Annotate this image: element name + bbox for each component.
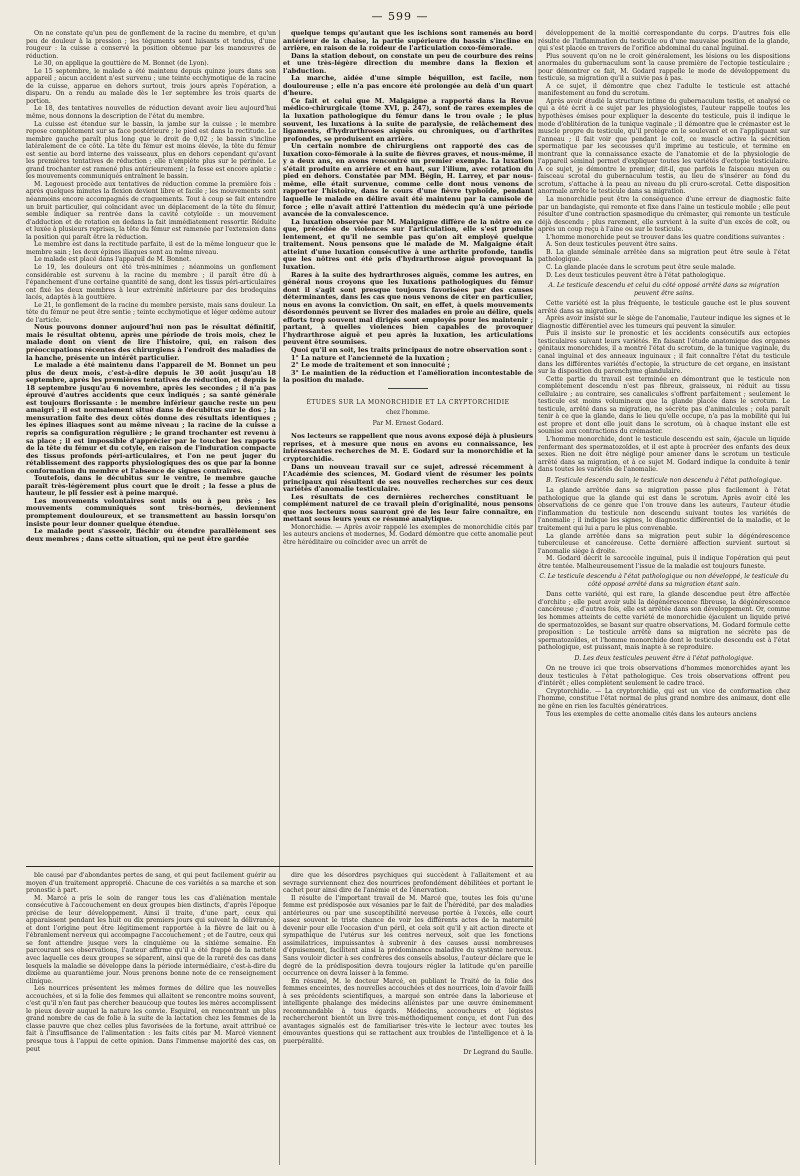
left-paragraph: Le 18, des tentatives nouvelles de réduction devant avoir lieu aujourd'hui même, nous donnons la description de l'état du membre. xyxy=(26,105,276,121)
bottom-left-paragraph: ble causé par d'abondantes pertes de sang, et qui peut facilement guérir au moyen d'un traitement approprié. Chacune de ces variétés a sa marche et son pronostic à part. xyxy=(26,872,276,895)
left-paragraph: Le membre est dans la rectitude parfaite, il est de la même longueur que le membre sain ; les deux épines iliaques sont au même niveau. xyxy=(26,241,276,256)
right-list-item: A. Son deux testicules peuvent être sains. xyxy=(546,241,678,249)
mid-paragraph-bold: Ce fait et celui que M. Malgaigne a rapporté dans la Revue médico-chirurgicale (tome XVI, p. 247), sont de rares exemples de la luxation pathologique du fémur dans le trou ovale ; le plus souvent, les luxations à la suite de paralysie, de relâchement des ligaments, d'hydrarthroses aiguës ou chroniques, ou d'arthrites profondes, se produisent en arrière. xyxy=(283,96,533,143)
bottom-mid-paragraph: En résumé, M. le docteur Marcé, en publiant le Traité de la folie des femmes enceintes, des nouvelles accouchées et des nourrices, loin d'avoir failli à ses précédents scientifiques, a marqué son entrée dans la laborieuse et intelligente phalange des médecins aliénistes par une œuvre éminemment recommandable à tous égards. Médecins, accoucheurs et légistes rechercheront bientôt un livre très-méthodiquement conçu, et dont l'un des avantages signalés est de familiariser très-vite le lecteur avec toutes les émouvantes questions qui se rattachent aux troubles de l'intelligence et à la puerpéralité. xyxy=(283,977,533,1046)
mid-list-item: 2° Le mode de traitement et son innocuité ; xyxy=(291,361,450,370)
right-paragraph: Puis il insiste sur le pronostic et les accidents consécutifs aux ectopies testiculaires suivant leurs variétés. En faisant l'étude anatomique des organes génitaux monorchides, il a montré l'état du scrotum, de la tunique vaginale, du canal inguinal et des anneaux inguinaux ; il fait connaître l'état du testicule dans les différentes variétés d'ectopie, la structure de cet organe, en insistant sur la disposition du parenchyme glandulaire. xyxy=(538,330,790,376)
mid-paragraph-bold: Un certain nombre de chirurgiens ont rapporté des cas de luxation coxo-fémorale à la suite de fièvres graves, et nous-même, il y a deux ans, en avons rencontré un premier exemple. La luxation s'était produite en arrière et en haut, sur l'ilium, avec rotation du pied en dehors. Constatée par MM. Bégin, H. Larrey, et par nous-même, elle était survenue, comme celle dont nous venons de rapporter l'histoire, dans le cours d'une fièvre typhoïde, pendant laquelle le malade en délire avait été maintenu par la camisole de force ; elle n'avait attiré l'attention du médecin qu'à une période avancée de la convalescence. xyxy=(283,142,533,219)
right-paragraph: On ne trouve ici que trois observations d'hommes monorchides ayant les deux testicules à l'état pathologique. Ces trois observations offrent peu d'intérêt ; elles complètent seulement le cadre tracé. xyxy=(538,665,790,688)
mid-paragraph-bold: La marche, aidée d'une simple béquillon, est facile, non douloureuse ; elle n'a pas encore été prolongée au delà d'un quart d'heure. xyxy=(283,74,533,98)
subheading-a: A. Le testicule descendu et celui du côté opposé arrêté dans sa migration peuvent être sains. xyxy=(548,282,780,297)
left-paragraph: On ne constate qu'un peu de gonflement de la racine du membre, et qu'un peu de douleur à la pression ; les téguments sont luisants et tendus, d'une rougeur : la cuisse a conservé la position obtenue par les manœuvres de réduction. xyxy=(26,30,276,60)
mid-paragraph-bold: Dans la station debout, on constate un peu de courbure des reins et une très-légère direction du membre dans la flexion et l'abduction. xyxy=(283,51,533,75)
right-list-item: B. La glande séminale arrêtée dans sa migration peut être seule à l'état pathologique. xyxy=(538,248,790,264)
article-author: Par M. Ernest Godard. xyxy=(372,419,444,427)
column-rule-right xyxy=(535,30,536,1165)
bottom-mid-paragraph: Il résulte de l'important travail de M. Marcé que, toutes les fois qu'une femme est prédisposée aux vésanies par le fait de l'hérédité, par des maladies antérieures ou par une susceptibilité nerveuse portée à l'excès, elle court assez souvent le triste chance de voir les différents actes de la maternité devenir pour elle l'occasion d'un péril, et cela soit qu'il y ait action directe et sympathique de l'utérus sur les centres nerveux, soit que les fonctions assimilatrices, impuissantes à subvenir à des causes aussi nombreuses d'épuisement, facilitent ainsi la prédominance maladive du système nerveux. Sans vouloir dicter à ses confrères des conseils absolus, l'auteur déclare que le degré de la prédisposition devra toujours régler la latitude qu'en pareille occurrence on devra laisser à la femme. xyxy=(283,894,533,978)
left-paragraph: M. Legouest procède aux tentatives de réduction comme la première fois : après quelques minutes la flexion devient libre et facile ; les mouvements sont néanmoins encore accompagnés de craquements. Tout à coup se fait entendre un bruit particulier, qui coïncidant avec un déplacement de la tête du fémur, semble indiquer sa rentrée dans la cavité cotyloïde : un mouvement d'adduction et de rotation en dedans la fait immédiatement ressortir. Réduite et luxée à plusieurs reprises, la tête du fémur est ramenée par l'extension dans la position qui paraît être la réduction. xyxy=(26,180,276,241)
bottom-left-paragraph: M. Marcé a pris le soin de ranger tous les cas d'aliénation mentale consécutive à l'accouchement en deux groupes bien distincts, d'après l'époque précise de leur développement. Ainsi il traite, d'une part, ceux qui apparaissent pendant les huit ou dix premiers jours qui suivent la délivrance, et dont l'origine peut être légitimement rapportée à la fièvre de lait ou à l'ébranlement nerveux qui accompagne l'accouchement ; et de l'autre, ceux qui se font attendre jusque vers la cinquième ou la sixième semaine. En parcourant ses observations, l'auteur affirme qu'il a été frappé de la netteté avec laquelle ces deux groupes se séparent, ainsi que de la rareté des cas dans lesquels la maladie se développe dans la période intermédiaire, c'est-à-dire du dixième au quarantième jour. Nous prenons bonne note de ce renseignement clinique. xyxy=(26,894,276,985)
right-paragraph: développement de la moitié correspondante du corps. D'autres fois elle résulte de l'inflammation du testicule ou d'une mauvaise position de la glande, qui s'est placée en travers de l'orifice abdominal du canal inguinal. xyxy=(538,30,790,53)
right-list-item: C. La glande placée dans le scrotum peut être seule malade. xyxy=(546,263,736,271)
subheading-b: B. Testicule descendu sain, le testicule non descendu à l'état pathologique. xyxy=(546,476,782,484)
bottom-middle-column xyxy=(283,872,533,1162)
left-column xyxy=(26,30,276,866)
mid-paragraph-bold: Les résultats de ces dernières recherches constituant le complément naturel de ce travail plein d'originalité, nous pensons que nos lecteurs nous sauront gré de les leur faire connaître, en mettant sous leurs yeux ce résumé analytique. xyxy=(283,492,533,524)
article-subtitle: chez l'homme. xyxy=(386,409,430,417)
mid-paragraph-bold: Nos lecteurs se rappellent que nous avons exposé déjà à plusieurs reprises, et à mesure que nous en avons eu connaissance, les intéressantes recherches de M. E. Godard sur la monorchidie et la cryptorchidie. xyxy=(283,432,533,463)
mid-paragraph-bold: Rares à la suite des hydrarthroses aiguës, comme les autres, en général nous croyons que les luxations pathologiques du fémur dont il s'agit sont presque toujours favorisées par des causes déterminantes, dans les cas que nous venons de citer en particulier, nous en avons la conviction. On sait, en effet, à quels mouvements désordonnés peuvent se livrer des malades en proie au délire, quels efforts trop souvent mal dirigés sont employés pour les maintenir ; partant, à quelles violences bien capables de provoquer l'hydrarthrose aiguë et peu après la luxation, les articulations peuvent être soumises. xyxy=(283,270,533,347)
left-paragraph: Le 30, on applique la gouttière de M. Bonnet (de Lyon). xyxy=(34,60,209,68)
left-paragraph-bold: Le malade peut s'asseoir, fléchir ou étendre parallèlement ses deux membres ; dans cette situation, qui ne peut être gardée xyxy=(26,527,276,543)
separator xyxy=(388,388,428,389)
mid-paragraph-bold: quelque temps qu'autant que les ischions sont ramenés au bord antérieur de la chaise, la partie supérieure du bassin s'incline en arrière, en raison de la roideur de l'articulation coxo-fémorale. xyxy=(283,29,533,53)
right-paragraph: La monorchidie peut être la conséquence d'une erreur de diagnostic faite par un bandagiste, qui remonte et fixe dans l'aine un testicule mobile ; elle peut résulter d'une contraction spasmodique du crémaster, qui remonte un testicule déjà descendu ; plus rarement, elle survient à la suite d'un excès de coït, ou après un coup reçu à l'aine ou sur le testicule. xyxy=(538,196,790,234)
horizontal-rule xyxy=(26,866,533,867)
right-paragraph: Après avoir étudié la structure intime du gubernaculum testis, et analysé ce qui a été écrit à ce sujet par les physiologistes, l'auteur rappelle toutes les hypothèses émises pour expliquer la descente du testicule, puis il indique le mode d'oblitération de la tunique vaginale ; il démontre que le crémaster est le muscle propre du testicule, qu'il protège en le soulevant et en l'appliquant sur l'anneau ; il fait voir que pendant le coït, ce muscle active la sécrétion spermatique par les secousses qu'il imprime au testicule, et termine en montrant que la connaissance exacte de l'anatomie et de la physiologie de l'appareil séminal permet d'expliquer toutes les variétés d'ectopie testiculaire. A ce sujet, je démontre le premier, dit-il, que parfois le faisceau moyen ou faisceau scrotal du gubernaculum testis, au lieu de s'insérer au fond du scrotum, s'attache à la peau au niveau du pli cruro-scrotal. Cette disposition anormale arrête le testicule dans sa migration. xyxy=(538,97,790,196)
left-paragraph: Le 19, les douleurs ont été très-minimes ; néanmoins un gonflement considérable est survenu à la racine du membre ; il paraît être dû à l'épanchement d'une certaine quantité de sang, dont les tissus péri-articulaires ont fixé les deux membres à leur extrémité inférieure par des brodequins lacés, adaptés à la gouttière. xyxy=(26,263,276,302)
right-paragraph: Tous les exemples de cette anomalie cités dans les auteurs anciens xyxy=(546,710,757,718)
subheading-c: C. Le testicule descendu à l'état pathologique ou non développé, le testicule du côté opposé arrêté dans sa migration étant sain. xyxy=(539,573,789,588)
page-number: — 599 — xyxy=(371,10,429,23)
left-paragraph: Le 21, le gonflement de la racine du membre persiste, mais sans douleur. La tête du fémur ne peut être sentie ; teinte ecchymotique et léger œdème autour de l'article. xyxy=(26,301,276,324)
right-paragraph: Dans cette variété, qui est rare, la glande descendue peut être affectée d'orchite ; elle peut avoir subi la dégénérescence fibreuse, la dégénérescence cancéreuse ; d'autres fois, elle est arrêtée dans son développement. Or, comme les hommes atteints de cette variété de monorchidie éjaculent un liquide privé de spermatozoïdes, se basant sur quatre observations, M. Godard formule cette proposition : Le testicule arrêté dans sa migration ne sécrète pas de spermatozoïdes, et l'homme monorchide dont le testicule descendu est à l'état pathologique, est puissant, mais inapte à se reproduire. xyxy=(538,591,790,652)
middle-column xyxy=(283,30,533,866)
left-paragraph-bold: Le malade a été maintenu dans l'appareil de M. Bonnet un peu plus de deux mois, c'est-à-dire depuis le 30 août jusqu'au 18 septembre, après les premières tentatives de réduction, et depuis le 18 septembre jusqu'au 6 novembre, après les secondes ; il n'a pas éprouvé d'autres accidents que ceux indiqués ; sa santé générale est toujours florissante : le membre inférieur gauche reste un peu amaigri ; il est normalement situé dans le décubitus sur le dos ; la mensuration faite des deux côtés donne des résultats identiques ; les épines iliaques sont au même niveau ; la racine de la cuisse a repris sa configuration régulière ; le grand trochanter est revenu à sa place ; il est impossible d'apprécier par le toucher les rapports de la tête du fémur et du cotyle, en raison de l'induration compacte des tissus profonds péri-articulaires, et l'on ne peut juger du rétablissement des rapports physiologiques des os que par la bonne conformation du membre et l'absence de signes contraires. xyxy=(26,361,276,475)
mid-paragraph: Monorchidie. — Après avoir rappelé les exemples de monorchidie cités par les auteurs anciens et modernes, M. Godard démontre que cette anomalie peut être héréditaire ou coïncider avec un arrêt de xyxy=(283,523,533,546)
mid-paragraph-bold: Quoi qu'il en soit, les traits principaux de notre observation sont : xyxy=(291,345,532,354)
right-paragraph: La glande arrêtée dans sa migration passe plus facilement à l'état pathologique que la glande qui est dans le scrotum. Après avoir cité les observations de ce genre que l'on trouve dans les auteurs, l'auteur étudie l'inflammation du testicule non descendu suivant toutes les variétés de l'anomalie ; il indique les signes, le diagnostic différentiel de la maladie, et le traitement qui lui a paru le plus convenable. xyxy=(538,487,790,532)
left-paragraph: Le malade est placé dans l'appareil de M. Bonnet. xyxy=(34,256,192,264)
left-paragraph-bold: Nous pouvons donner aujourd'hui non pas le résultat définitif, mais le résultat obtenu, après une période de trois mois, chez le malade dont on vient de lire l'histoire, qui, en raison des préoccupations récentes des chirurgiens à l'endroit des maladies de la hanche, présente un intérêt particulier. xyxy=(26,323,276,362)
right-column xyxy=(538,30,790,1160)
right-paragraph: Après avoir insisté sur le siège de l'anomalie, l'auteur indique les signes et le diagnostic différentiel avec les tumeurs qui peuvent la simuler. xyxy=(538,315,790,330)
mid-paragraph-bold: La luxation observée par M. Malgaigne diffère de la nôtre en ce que, précédée de violences sur l'articulation, elle s'est produite lentement, et qu'il ne semble pas qu'on ait employé quelque traitement. Nous pensons que le malade de M. Malgaigne était atteint d'une luxation consécutive à une arthrite profonde, tandis que les nôtres ont été pris d'hydrarthrose aiguë provoquant la luxation. xyxy=(283,217,533,271)
left-paragraph: La cuisse est étendue sur le bassin, la jambe sur la cuisse ; le membre repose complétement sur sa face postérieure ; le pied est dans la rectitude. Le membre gauche paraît plus long que le droit de 0,02 ; le bassin s'incline latéralement de ce côté. La tête du fémur est moins élevée, la tête du fémur est sentie au bord interne des vaisseaux, plus en dehors cependant qu'avant les premières tentatives de réduction ; elle n'empiète plus sur le périnée. Le grand trochanter est ramené plus antérieurement ; la fesse est encore aplatie : les mouvements communiqués entraînent le bassin. xyxy=(26,120,276,181)
right-paragraph: L'homme monorchide, dont le testicule descendu est sain, éjacule un liquide renfermant des spermatozoïdes, et il est apte à procréer des enfants des deux sexes. Rien ne doit être négligé pour amener dans le scrotum un testicule arrêté dans sa migration, et à ce sujet M. Godard indique la conduite à tenir dans toutes les variétés de l'anomalie. xyxy=(538,435,790,474)
right-paragraph: Cryptorchidie. — La cryptorchidie, qui est un vice de conformation chez l'homme, constitue l'état normal de plus grand nombre des animaux, dont elle ne gêne en rien les facultés génératrices. xyxy=(538,687,790,711)
signature: Dr Legrand du Saulle. xyxy=(463,1048,533,1056)
right-list-item: D. Les deux testicules peuvent être à l'état pathologique. xyxy=(546,271,726,279)
mid-list-item: 3° Le maintien de la réduction et l'amélioration incontestable de la position du malade. xyxy=(283,368,533,385)
left-paragraph-bold: Les mouvements volontaires sont nuls ou à peu près ; les mouvements communiqués sont très-bornés, deviennent promptement douloureux, et se transmettent au bassin lorsqu'on insiste pour leur donner quelque étendue. xyxy=(26,496,276,528)
mid-paragraph-bold: Dans un nouveau travail sur ce sujet, adressé récemment à l'Académie des sciences, M. Godard vient de résumer les points principaux qui résultent de ses nouvelles recherches sur ces deux variétés d'anomalie testiculaire. xyxy=(283,462,533,494)
bottom-mid-paragraph: dire que les désordres psychiques qui succèdent à l'allaitement et au sevrage surviennent chez des nourrices profondément débilitées et portant le cachet pour ainsi dire de l'anémie et de l'énervation. xyxy=(283,872,533,895)
left-paragraph: Le 15 septembre, le malade a été maintenu depuis quinze jours dans son appareil ; aucun accident n'est survenu ; une teinte ecchymotique de la racine de la cuisse, apparue en dehors surtout, trois jours après l'opération, a disparu. On a rendu au malade dès le 1er septembre les trois quarts de portion. xyxy=(26,67,276,105)
right-paragraph: A ce sujet, il démontre que chez l'adulte le testicule est attaché manifestement au fond du scrotum. xyxy=(538,82,790,98)
column-rule-left xyxy=(279,30,280,1165)
mid-list-item: 1° La nature et l'ancienneté de la luxation ; xyxy=(291,353,450,362)
right-paragraph: Plus souvent qu'on ne le croit généralement, les lésions ou les dispositions anormales du gubernaculum sont la cause première de l'ectopie testiculaire ; pour démontrer ce fait, M. Godard rappelle le mode de développement du testicule, sa migration qu'il a suivie pas à pas. xyxy=(538,52,790,83)
bottom-left-paragraph: Les nourrices présentent les mêmes formes de délire que les nouvelles accouchées, et si la folie des femmes qui allaitent se rencontre moins souvent, c'est qu'il n'en faut pas chercher beaucoup que toutes les mères accomplissent le pieux devoir auquel la nature les convie. Esquirol, en rencontrant un plus grand nombre de cas de folie à la suite de la lactation chez les femmes de la classe pauvre que chez celles plus favorisées de la fortune, avait attribué ce fait à l'insuffisance de l'alimentation : les faits cités par M. Marcé viennent presque tous à l'appui de cette opinion. Dans l'immense majorité des cas, on peut xyxy=(26,985,276,1053)
bottom-left-column xyxy=(26,872,276,1162)
right-paragraph: Cette partie du travail est terminée en démontrant que le testicule non complétement descendu n'est pas fibreux, graisseux, ni réduit au tissu cellulaire ; au contraire, ses canalicules s'offrent parfaitement ; seulement le testicule est moins volumineux que la glande placée dans le scrotum. Le testicule, arrêté dans sa migration, ne sécrète pas d'animalcules ; cela paraît tenir à ce que la glande, dans le lieu qu'elle occupe, n'a pas la mobilité qui lui est propre et dont elle jouit dans le scrotum, où à chaque instant elle est soumise aux contractions du crémaster. xyxy=(538,375,790,436)
article-title: ÉTUDES SUR LA MONORCHIDIE ET LA CRYPTORCHIDIE xyxy=(306,398,510,406)
right-paragraph: M. Godard décrit le sarcocèle inguinal, puis il indique l'opération qui peut être tentée. Malheureusement l'issue de la maladie est toujours funeste. xyxy=(538,555,790,570)
right-paragraph: L'homme monorchide peut se trouver dans les quatre conditions suivantes : xyxy=(546,233,785,241)
right-paragraph: Cette variété est la plus fréquente, le testicule gauche est le plus souvent arrêté dans sa migration. xyxy=(538,300,790,315)
subheading-d: D. Les deux testicules peuvent être à l'état pathologique. xyxy=(574,654,754,662)
left-paragraph-bold: Toutefois, dans le décubitus sur le ventre, le membre gauche paraît très-légèrement plus court que le droit ; la fesse a plus de hauteur, le pli fessier est à peine marqué. xyxy=(26,474,276,498)
right-paragraph: La glande arrêtée dans sa migration peut subir la dégénérescence tuberculeuse et cancéreuse. Cette dernière affection survient surtout si l'anomalie siège à droite. xyxy=(538,532,790,555)
